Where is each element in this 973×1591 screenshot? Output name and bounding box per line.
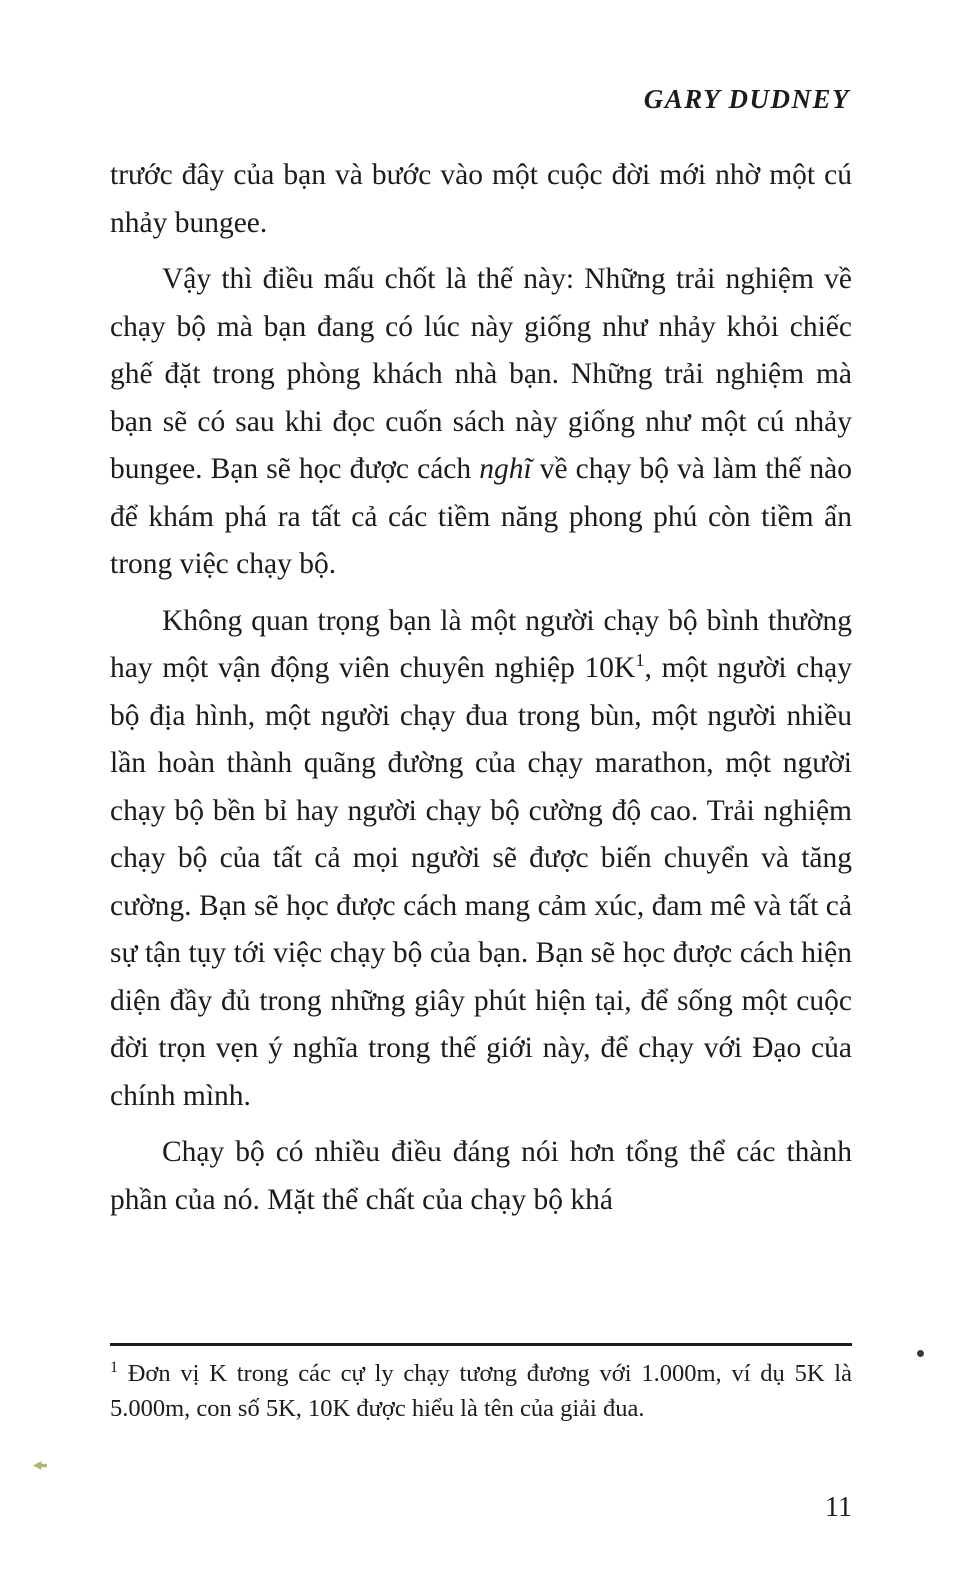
text-run: Vậy thì điều mấu chốt là thế này: Những trải nghiệm về chạy bộ mà bạn đang có lúc này giống như nhảy khỏi chiếc ghế đặt trong phòng khách nhà bạn. Những trải nghiệm mà bạn sẽ có sau khi đọc cuốn sách này giống như một cú nhảy bungee. Bạn sẽ học được cách [110, 263, 852, 485]
running-header-author: GARY DUDNEY [643, 84, 850, 114]
footnote-text: Đơn vị K trong các cự ly chạy tương đương với 1.000m, ví dụ 5K là 5.000m, con số 5K, 10K được hiểu là tên của giải đua. [110, 1360, 852, 1422]
body-text [110, 152, 852, 1233]
paragraph [110, 598, 852, 1121]
footnote-marker: 1 [110, 1358, 118, 1376]
text-run: trước đây của bạn và bước vào một cuộc đời mới nhờ một cú nhảy bungee. [110, 159, 852, 239]
footnote-reference: 1 [635, 650, 645, 671]
paragraph [110, 256, 852, 589]
text-run: về chạy bộ và làm thế nào để khám phá ra tất cả các tiềm năng phong phú còn tiềm ẩn trong việc chạy bộ. [110, 453, 852, 580]
scan-artifact-dot [917, 1350, 924, 1357]
page-number: 11 [825, 1492, 852, 1523]
paragraph [110, 152, 852, 247]
footnote-separator-rule [110, 1343, 852, 1346]
text-run: nghĩ [479, 453, 532, 485]
footnote [110, 1356, 852, 1426]
paragraph [110, 1129, 852, 1224]
text-run: , một người chạy bộ địa hình, một người chạy đua trong bùn, một người nhiều lần hoàn thành quãng đường của chạy marathon, một người chạy bộ bền bỉ hay người chạy bộ cường độ cao. Trải nghiệm chạy bộ của tất cả mọi người sẽ được biến chuyển và tăng cường. Bạn sẽ học được cách mang cảm xúc, đam mê và tất cả sự tận tụy tới việc chạy bộ của bạn. Bạn sẽ học được cách hiện diện đầy đủ trong những giây phút hiện tại, để sống một cuộc đời trọn vẹn ý nghĩa trong thế giới này, để chạy với Đạo của chính mình. [110, 652, 852, 1112]
text-run: Không quan trọng bạn là một người chạy bộ bình thường hay một vận động viên chuyên nghiệp 10K [110, 604, 852, 684]
text-run: Chạy bộ có nhiều điều đáng nói hơn tổng thể các thành phần của nó. Mặt thể chất của chạy bộ khá [110, 1136, 852, 1216]
scan-artifact-mark [33, 1461, 47, 1470]
